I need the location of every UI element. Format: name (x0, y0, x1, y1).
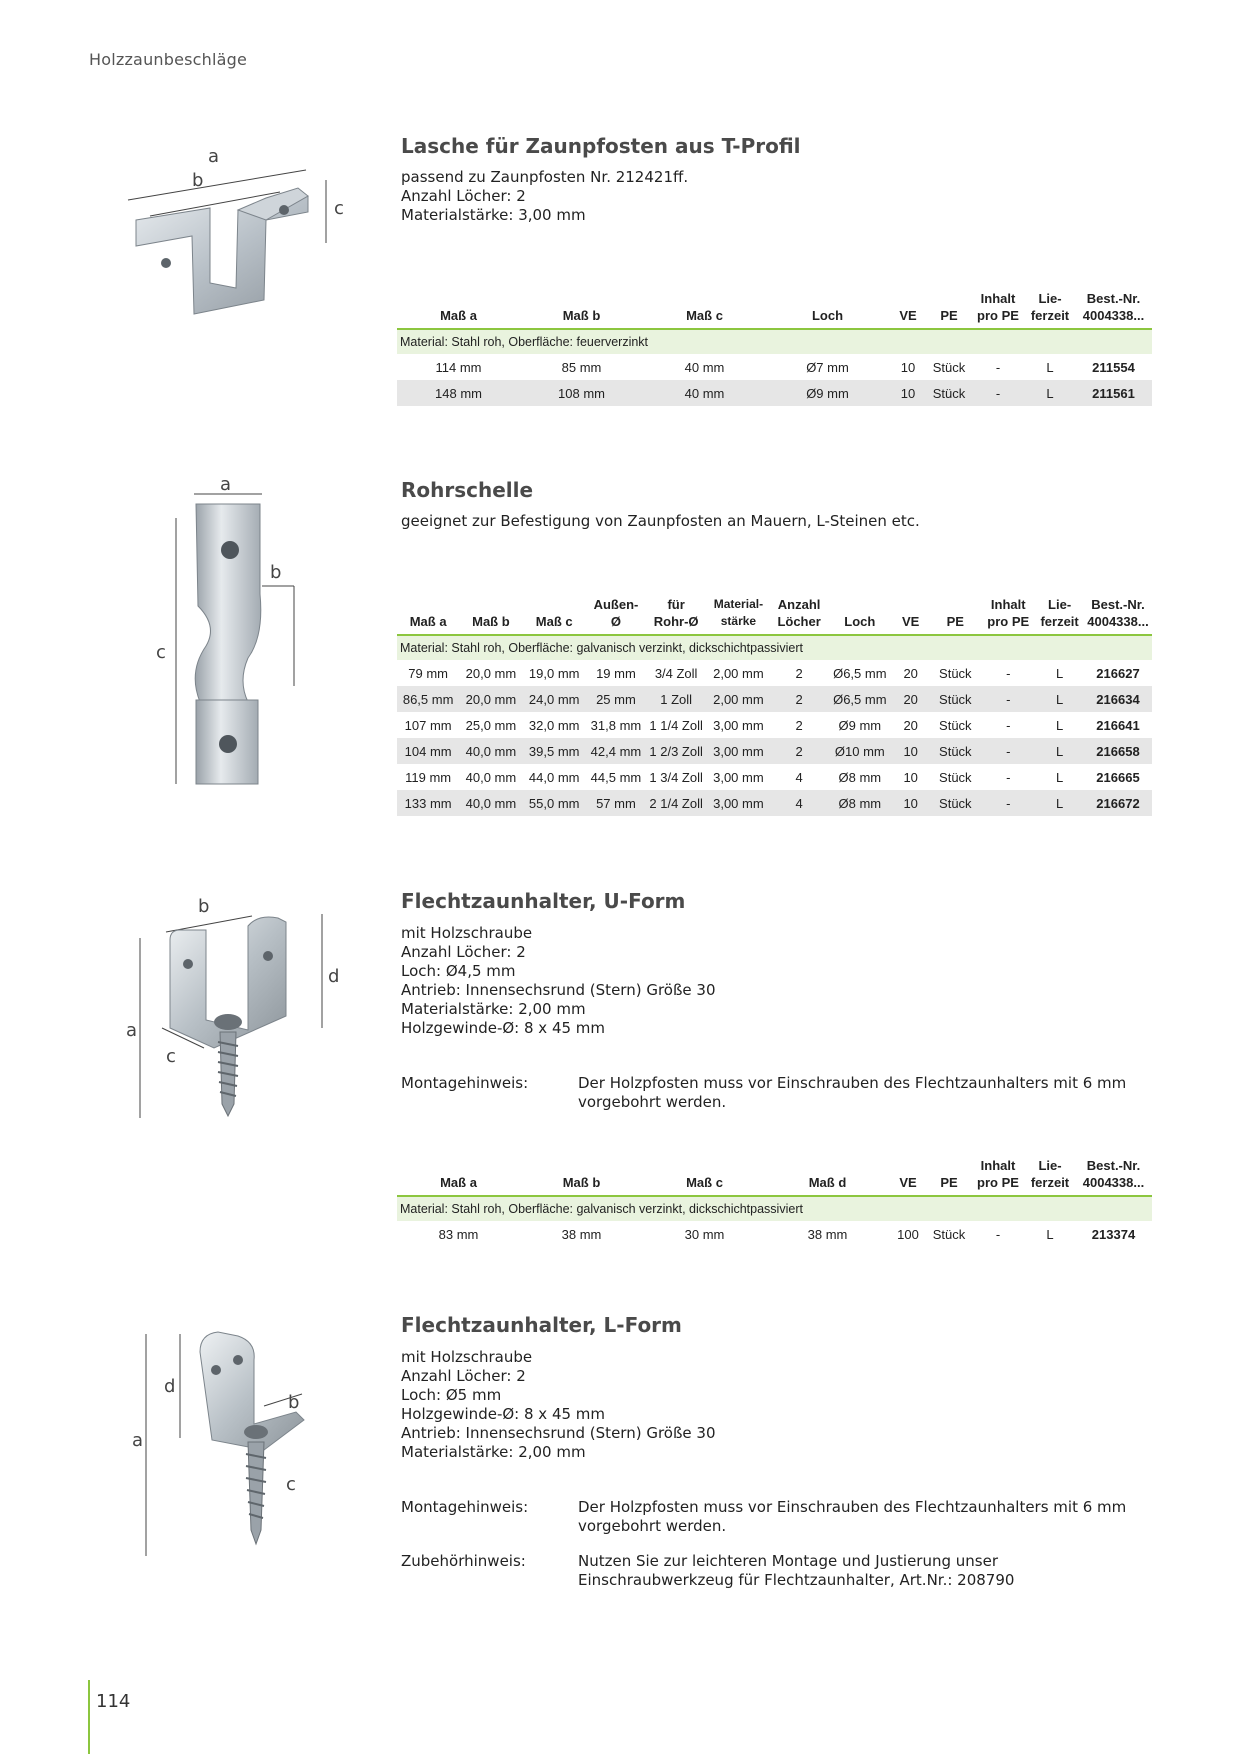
col-header: Loch (828, 596, 892, 635)
note-text: Der Holzpfosten muss vor Einschrauben des Flechtzaunhalters mit 6 mm vorgebohrt werden. (578, 1498, 1127, 1535)
col-header: Maß b (520, 1157, 643, 1196)
product-description (401, 924, 716, 1038)
product-title: Lasche für Zaunpfosten aus T-Profil (401, 134, 801, 158)
material-row: Material: Stahl roh, Oberfläche: galvanisch verzinkt, dickschichtpassiviert (397, 635, 1152, 660)
col-header: Inhalt pro PE (971, 290, 1025, 329)
col-header: Lie- ferzeit (1025, 290, 1075, 329)
product-description (401, 168, 688, 225)
desc-line: Loch: Ø5 mm (401, 1386, 502, 1404)
product-description (401, 1348, 716, 1462)
dim-label-c: c (166, 1046, 176, 1067)
col-header: Maß b (459, 596, 522, 635)
page-number: 114 (96, 1691, 131, 1712)
table-row: 104 mm 40,0 mm 39,5 mm 42,4 mm 1 2/3 Zoll 3,00 mm 2 Ø10 mm 10 Stück - L 216658 (397, 738, 1152, 764)
col-header: Maß a (397, 290, 520, 329)
col-header: Maß c (523, 596, 586, 635)
product-image-rohrschelle (88, 476, 380, 800)
dim-label-b: b (288, 1392, 300, 1413)
dim-label-b: b (192, 170, 204, 191)
table-row: 148 mm 108 mm 40 mm Ø9 mm 10 Stück - L 211561 (397, 380, 1152, 406)
col-header: PE (927, 290, 971, 329)
product-image-lasche (88, 128, 380, 318)
dim-label-a: a (208, 146, 220, 167)
col-header: Anzahl Löcher (771, 596, 828, 635)
col-header: Loch (766, 290, 889, 329)
product-title: Flechtzaunhalter, L-Form (401, 1313, 682, 1337)
table-header-row (397, 290, 1152, 329)
desc-line: geeignet zur Befestigung von Zaunpfosten an Mauern, L-Steinen etc. (401, 512, 920, 530)
material-row: Material: Stahl roh, Oberfläche: feuerverzinkt (397, 329, 1152, 354)
dim-label-a: a (220, 476, 232, 495)
page-number-bar (88, 1680, 90, 1754)
desc-line: Anzahl Löcher: 2 (401, 187, 526, 205)
dim-label-a: a (126, 1020, 138, 1041)
desc-line: Holzgewinde-Ø: 8 x 45 mm (401, 1405, 606, 1423)
spec-table-rohrschelle (397, 596, 1152, 816)
note-label: Montagehinweis: (401, 1074, 529, 1092)
product-image-l-form (88, 1312, 380, 1572)
product-image-u-form (88, 890, 380, 1140)
product-title: Flechtzaunhalter, U-Form (401, 889, 686, 913)
desc-line: Materialstärke: 2,00 mm (401, 1443, 586, 1461)
note-label: Zubehörhinweis: (401, 1552, 526, 1570)
col-header: Maß b (520, 290, 643, 329)
dim-label-c: c (286, 1474, 296, 1495)
desc-line: Antrieb: Innensechsrund (Stern) Größe 30 (401, 981, 716, 999)
col-header: Inhalt pro PE (981, 596, 1035, 635)
dim-label-b: b (270, 562, 282, 583)
mounting-note (401, 1498, 1151, 1538)
col-header: Lie- ferzeit (1035, 596, 1084, 635)
table-row: 79 mm 20,0 mm 19,0 mm 19 mm 3/4 Zoll 2,00 mm 2 Ø6,5 mm 20 Stück - L 216627 (408, 665, 1140, 681)
col-header: Maß c (643, 1157, 766, 1196)
col-header: Maß a (397, 596, 459, 635)
col-header: VE (889, 1157, 927, 1196)
accessory-note (401, 1552, 1151, 1592)
col-header: PE (927, 1157, 971, 1196)
col-header: VE (889, 290, 927, 329)
note-label: Montagehinweis: (401, 1498, 529, 1516)
product-description (401, 512, 920, 531)
dim-label-b: b (198, 896, 210, 917)
dim-label-c: c (156, 642, 166, 663)
table-row: 86,5 mm 20,0 mm 24,0 mm 25 mm 1 Zoll 2,00 mm 2 Ø6,5 mm 20 Stück - L 216634 (397, 686, 1152, 712)
desc-line: Materialstärke: 3,00 mm (401, 206, 586, 224)
product-title: Rohrschelle (401, 478, 534, 502)
desc-line: Holzgewinde-Ø: 8 x 45 mm (401, 1019, 606, 1037)
col-header: Maß d (766, 1157, 889, 1196)
col-header: Best.-Nr. 4004338... (1075, 290, 1152, 329)
col-header: Lie- ferzeit (1025, 1157, 1075, 1196)
desc-line: mit Holzschraube (401, 1348, 533, 1366)
material-row: Material: Stahl roh, Oberfläche: galvanisch verzinkt, dickschichtpassiviert (397, 1196, 1152, 1221)
note-text: Nutzen Sie zur leichteren Montage und Justierung unser Einschraubwerkzeug für Flechtzaunhalter, Art.Nr.: 208790 (578, 1552, 1015, 1589)
col-header: Best.-Nr. 4004338... (1084, 596, 1152, 635)
table-header-row (397, 1157, 1152, 1196)
desc-line: Materialstärke: 2,00 mm (401, 1000, 586, 1018)
dim-label-c: c (334, 198, 344, 219)
col-header: Außen- Ø (586, 596, 646, 635)
col-header: Inhalt pro PE (971, 1157, 1025, 1196)
col-header: Maß a (397, 1157, 520, 1196)
col-header: für Rohr-Ø (646, 596, 706, 635)
section-header: Holzzaunbeschläge (89, 50, 248, 69)
spec-table-u-form (397, 1157, 1152, 1247)
col-header: Best.-Nr. 4004338... (1075, 1157, 1152, 1196)
desc-line: mit Holzschraube (401, 924, 533, 942)
table-row: 114 mm 85 mm 40 mm Ø7 mm 10 Stück - L 211554 (435, 359, 1135, 375)
table-row: 119 mm 40,0 mm 44,0 mm 44,5 mm 1 3/4 Zoll 3,00 mm 4 Ø8 mm 10 Stück - L 216665 (405, 769, 1140, 785)
col-header: VE (892, 596, 929, 635)
desc-line: Anzahl Löcher: 2 (401, 1367, 526, 1385)
col-header: PE (929, 596, 981, 635)
desc-line: Loch: Ø4,5 mm (401, 962, 516, 980)
desc-line: passend zu Zaunpfosten Nr. 212421ff. (401, 168, 689, 186)
table-row: 107 mm 25,0 mm 32,0 mm 31,8 mm 1 1/4 Zoll 3,00 mm 2 Ø9 mm 20 Stück - L 216641 (404, 717, 1140, 733)
table-header-row (397, 596, 1152, 635)
dim-label-a: a (132, 1430, 144, 1451)
dim-label-d: d (328, 966, 340, 987)
dim-label-d: d (164, 1376, 176, 1397)
desc-line: Anzahl Löcher: 2 (401, 943, 526, 961)
note-text: Der Holzpfosten muss vor Einschrauben des Flechtzaunhalters mit 6 mm vorgebohrt werden. (578, 1074, 1127, 1111)
spec-table-lasche (397, 290, 1152, 406)
table-row: 83 mm 38 mm 30 mm 38 mm 100 Stück - L 213374 (438, 1226, 1136, 1242)
desc-line: Antrieb: Innensechsrund (Stern) Größe 30 (401, 1424, 716, 1442)
table-row: 133 mm 40,0 mm 55,0 mm 57 mm 2 1/4 Zoll 3,00 mm 4 Ø8 mm 10 Stück - L 216672 (397, 790, 1152, 816)
col-header: Maß c (643, 290, 766, 329)
mounting-note (401, 1074, 1151, 1114)
col-header: Material- stärke (706, 596, 770, 635)
